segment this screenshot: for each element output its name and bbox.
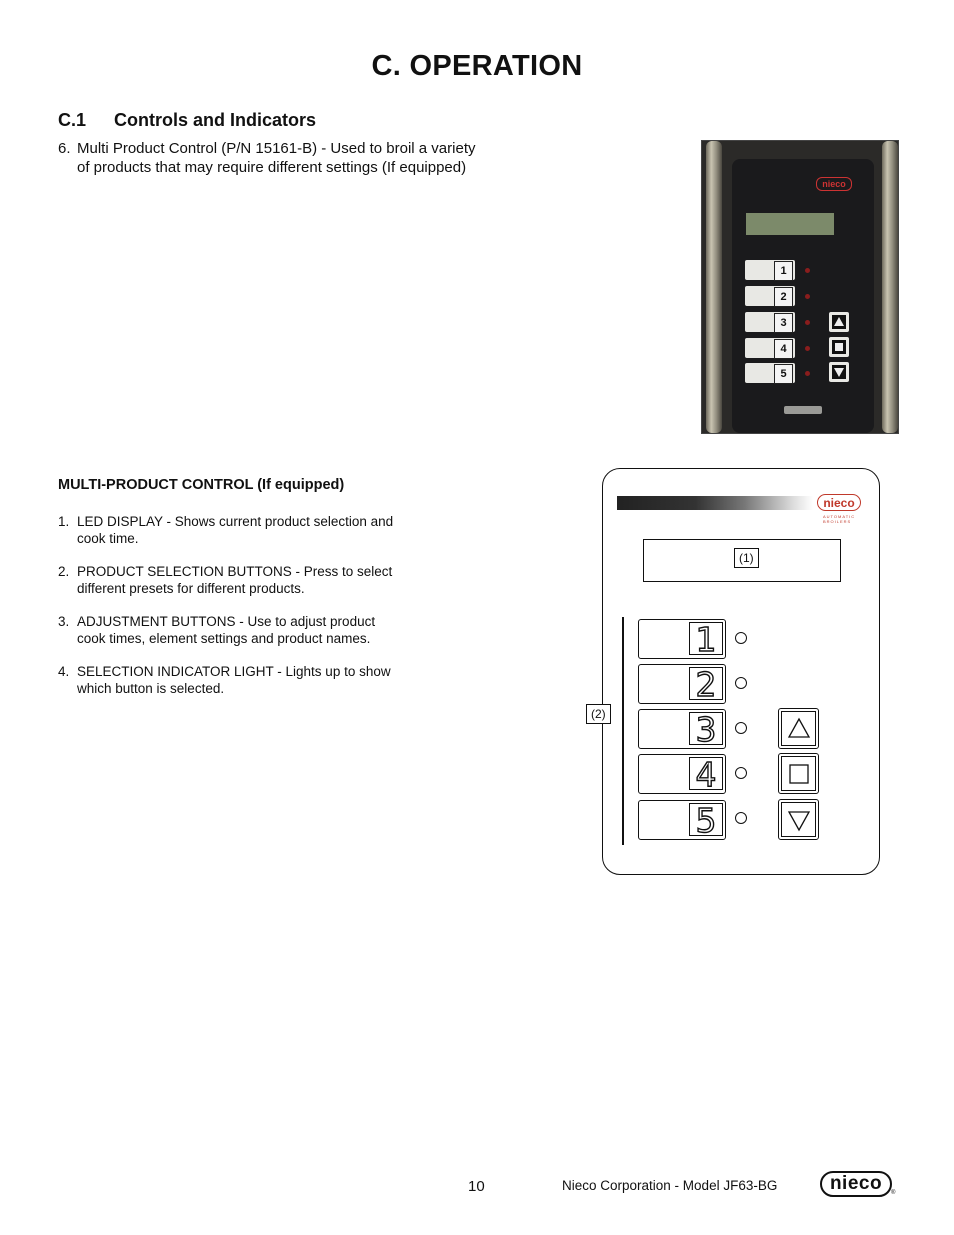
section-number: C.1 xyxy=(58,110,87,130)
item-text: Multi Product Control (P/N 15161-B) - Used to broil a variety of products that may require different settings (If equipped) xyxy=(77,140,476,176)
triangle-up-icon xyxy=(779,709,820,750)
digit-label: 2 xyxy=(689,667,723,700)
footer-text: Nieco Corporation - Model JF63-BG xyxy=(562,1178,778,1193)
photo-button-3: 3 xyxy=(745,312,795,332)
digit-label: 1 xyxy=(689,622,723,655)
digit-label: 4 xyxy=(689,757,723,790)
registered-mark: ® xyxy=(891,1190,896,1196)
photo-led xyxy=(805,346,810,351)
multi-product-heading: MULTI-PRODUCT CONTROL (If equipped) xyxy=(58,477,345,493)
list-item: 2. PRODUCT SELECTION BUTTONS - Press to select different presets for different products. xyxy=(58,564,393,596)
photo-led xyxy=(805,268,810,273)
multi-product-list xyxy=(58,513,403,713)
control-photo xyxy=(701,140,899,434)
callout-1: (1) xyxy=(734,548,759,568)
photo-lcd xyxy=(746,213,834,235)
list-item: 3. ADJUSTMENT BUTTONS - Use to adjust product cook times, element settings and product names. xyxy=(58,614,376,646)
indicator-light xyxy=(735,722,747,734)
footer-logo: nieco xyxy=(820,1171,892,1197)
adjust-up-button xyxy=(778,708,819,749)
indicator-light xyxy=(735,812,747,824)
product-button-5 xyxy=(638,800,726,840)
led-display xyxy=(643,539,841,582)
digit-label: 3 xyxy=(689,712,723,745)
arrow-down-icon xyxy=(829,362,849,382)
item-number: 6. xyxy=(58,140,71,157)
photo-rail-right xyxy=(882,141,898,433)
indicator-light xyxy=(735,677,747,689)
photo-button-2: 2 xyxy=(745,286,795,306)
photo-led xyxy=(805,294,810,299)
square-icon xyxy=(779,754,820,795)
photo-slot xyxy=(784,406,822,414)
bracket-line xyxy=(622,617,624,845)
diagram-gradient-bar xyxy=(617,496,813,510)
section-title: Controls and Indicators xyxy=(114,110,317,130)
photo-rail-left xyxy=(706,141,722,433)
arrow-up-icon xyxy=(829,312,849,332)
product-button-2 xyxy=(638,664,726,704)
page-title: C. OPERATION xyxy=(371,50,583,82)
photo-button-4: 4 xyxy=(745,338,795,358)
photo-button-5: 5 xyxy=(745,363,795,383)
photo-logo: nieco xyxy=(816,177,852,191)
square-icon xyxy=(829,337,849,357)
diagram-logo-tagline: AUTOMATIC BROILERS xyxy=(823,514,856,524)
item-6-paragraph xyxy=(58,139,478,177)
photo-stop-button xyxy=(829,337,849,357)
triangle-down-icon xyxy=(779,800,820,841)
product-button-4 xyxy=(638,754,726,794)
product-button-1 xyxy=(638,619,726,659)
list-item: 1. LED DISPLAY - Shows current product selection and cook time. xyxy=(58,514,394,546)
control-diagram xyxy=(602,468,880,875)
photo-button-1: 1 xyxy=(745,260,795,280)
product-button-3 xyxy=(638,709,726,749)
callout-2: (2) xyxy=(586,704,611,724)
adjust-down-button xyxy=(778,799,819,840)
section-heading xyxy=(58,110,316,131)
indicator-light xyxy=(735,632,747,644)
list-item: 4. SELECTION INDICATOR LIGHT - Lights up to show which button is selected. xyxy=(58,664,391,696)
photo-up-button xyxy=(829,312,849,332)
page-number: 10 xyxy=(468,1178,485,1195)
photo-led xyxy=(805,320,810,325)
diagram-logo: nieco xyxy=(817,494,861,511)
indicator-light xyxy=(735,767,747,779)
photo-down-button xyxy=(829,362,849,382)
adjust-select-button xyxy=(778,753,819,794)
digit-label: 5 xyxy=(689,803,723,836)
photo-led xyxy=(805,371,810,376)
